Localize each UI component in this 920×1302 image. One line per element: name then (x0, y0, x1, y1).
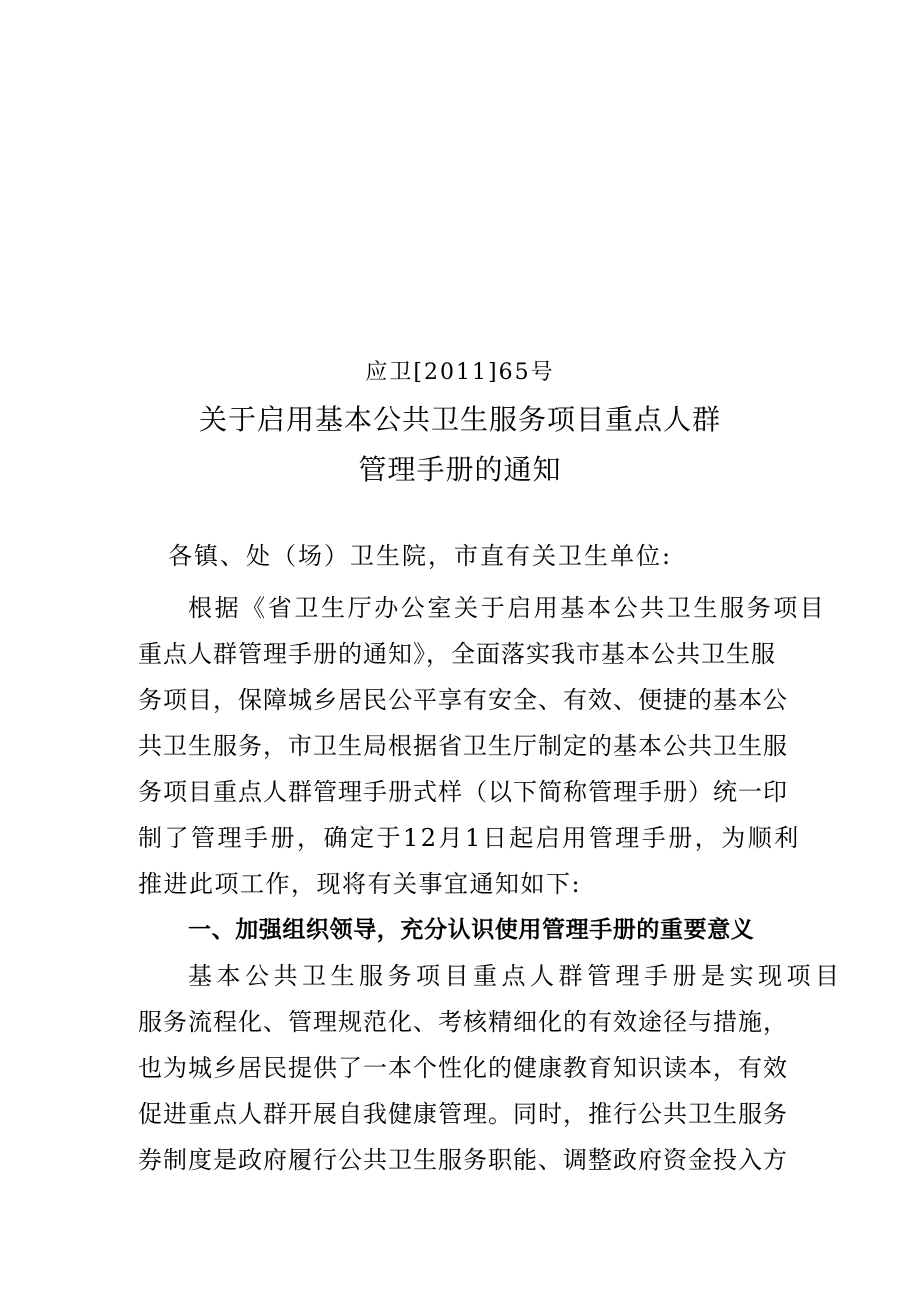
body-line: 务项目，保障城乡居民公平享有安全、有效、便捷的基本公 (138, 686, 788, 714)
document-title-line-1: 关于启用基本公共卫生服务项目重点人群 (198, 403, 721, 436)
body-line: 服务流程化、管理规范化、考核精细化的有效途径与措施， (138, 1008, 788, 1036)
body-line: 制了管理手册，确定于12月1日起启用管理手册，为顺利 (138, 824, 801, 852)
body-line: 促进重点人群开展自我健康管理。同时，推行公共卫生服务 (138, 1100, 788, 1128)
section-heading: 一、加强组织领导，充分认识使用管理手册的重要意义 (188, 917, 755, 943)
body-line: 券制度是政府履行公共卫生服务职能、调整政府资金投入方 (138, 1146, 788, 1174)
document-title-line-2: 管理手册的通知 (358, 453, 562, 486)
body-line: 重点人群管理手册的通知》，全面落实我市基本公共卫生服 (138, 640, 776, 668)
body-line: 共卫生服务，市卫生局根据省卫生厅制定的基本公共卫生服 (138, 732, 788, 760)
body-line: 根据《省卫生厅办公室关于启用基本公共卫生服务项目 (188, 594, 827, 622)
body-line: 推进此项工作，现将有关事宜通知如下: (138, 870, 582, 898)
document-number: 应卫[2011]65号 (365, 360, 555, 385)
body-line: 也为城乡居民提供了一本个性化的健康教育知识读本，有效 (138, 1054, 788, 1082)
body-line: 务项目重点人群管理手册式样（以下简称管理手册）统一印 (138, 778, 788, 806)
addressee-line: 各镇、处（场）卫生院，市直有关卫生单位: (168, 542, 673, 570)
body-line: 基本公共卫生服务项目重点人群管理手册是实现项目 (188, 962, 844, 990)
